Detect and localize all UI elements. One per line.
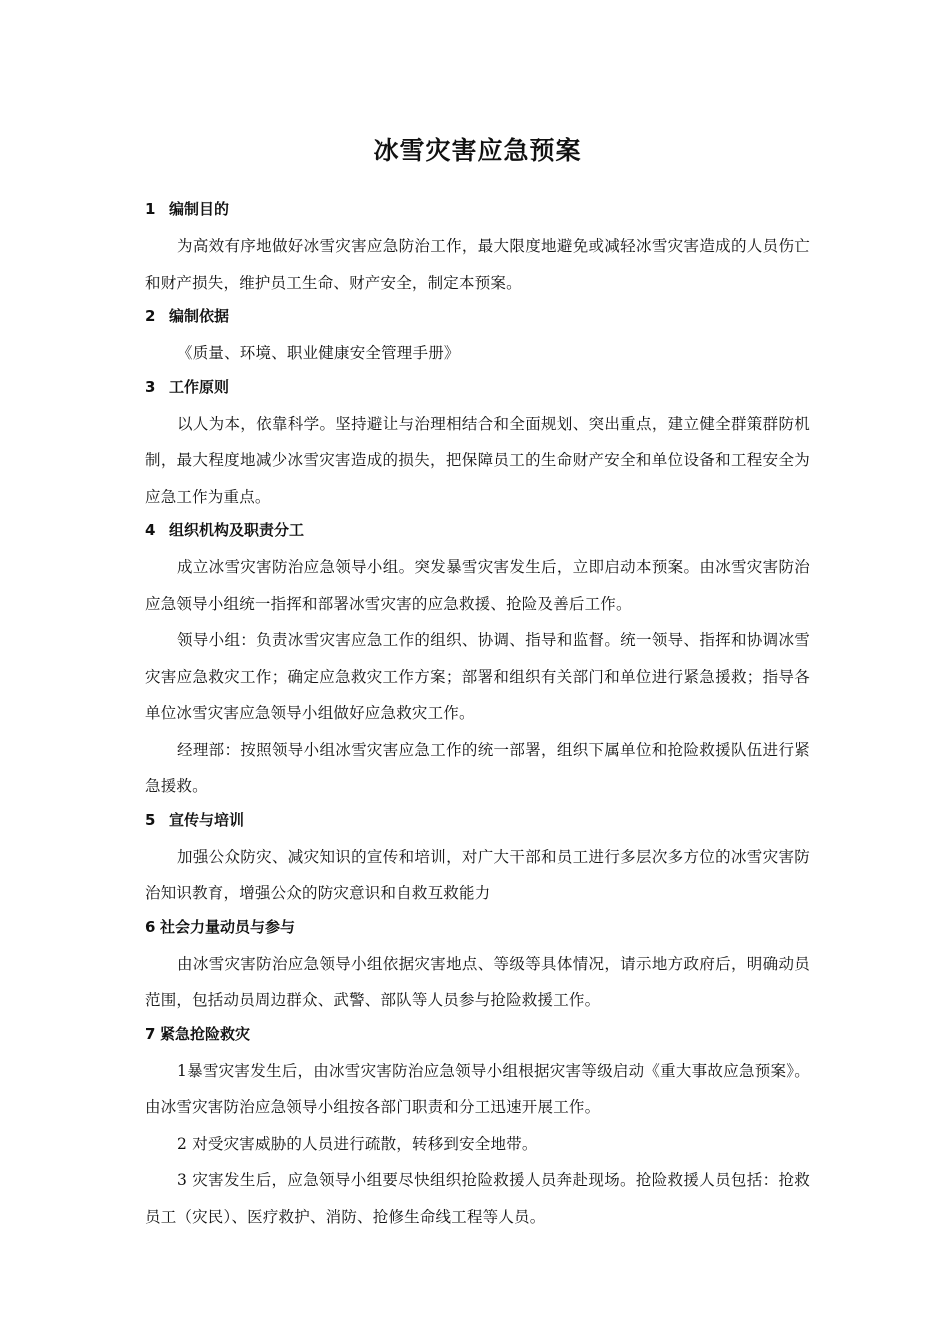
section-title: 紧急抢险救灾 — [160, 1024, 251, 1043]
section-3 — [145, 376, 810, 516]
section-1 — [145, 198, 810, 301]
section-number: 3 — [145, 377, 156, 396]
section-number: 7 — [145, 1024, 156, 1043]
section-number: 1 — [145, 200, 156, 218]
paragraph: 经理部：按照领导小组冰雪灾害应急工作的统一部署，组织下属单位和抢险救援队伍进行紧急援救。 — [145, 740, 810, 795]
document-page — [145, 134, 810, 1237]
paragraph: 成立冰雪灾害防治应急领导小组。突发暴雪灾害发生后，立即启动本预案。由冰雪灾害防治应急领导小组统一指挥和部署冰雪灾害的应急救援、抢险及善后工作。 — [145, 558, 810, 613]
paragraph: 由冰雪灾害防治应急领导小组依据灾害地点、等级等具体情况，请示地方政府后，明确动员范围，包括动员周边群众、武警、部队等人员参与抢险救援工作。 — [145, 954, 810, 1009]
paragraph: 《质量、环境、职业健康安全管理手册》 — [177, 344, 460, 362]
paragraph: 加强公众防灾、减灾知识的宣传和培训，对广大干部和员工进行多层次多方位的冰雪灾害防治知识教育，增强公众的防灾意识和自救互救能力 — [145, 847, 810, 902]
paragraph: 领导小组：负责冰雪灾害应急工作的组织、协调、指导和监督。统一领导、指挥和协调冰雪灾害应急救灾工作；确定应急救灾工作方案；部署和组织有关部门和单位进行紧急援救；指导各单位冰雪灾害应急领导小组做好应急救灾工作。 — [145, 631, 810, 722]
section-number: 5 — [145, 810, 156, 829]
section-number: 2 — [145, 307, 156, 325]
section-title: 社会力量动员与参与 — [160, 917, 296, 936]
document-title: 冰雪灾害应急预案 — [373, 136, 582, 165]
section-heading — [145, 1023, 810, 1045]
section-5 — [145, 809, 810, 912]
paragraph: 2 对受灾害威胁的人员进行疏散，转移到安全地带。 — [177, 1134, 538, 1153]
section-4 — [145, 519, 810, 805]
section-2 — [145, 305, 810, 372]
paragraph: 3 灾害发生后，应急领导小组要尽快组织抢险救援人员奔赴现场。抢险救援人员包括：抢救员工（灾民）、医疗救护、消防、抢修生命线工程等人员。 — [145, 1171, 810, 1226]
section-number: 4 — [145, 521, 156, 539]
paragraph: 1暴雪灾害发生后，由冰雪灾害防治应急领导小组根据灾害等级启动《重大事故应急预案》。由冰雪灾害防治应急领导小组按各部门职责和分工迅速开展工作。 — [145, 1061, 810, 1116]
section-title: 编制依据 — [169, 307, 230, 325]
section-heading — [145, 305, 810, 327]
section-number: 6 — [145, 917, 156, 936]
paragraph: 以人为本，依靠科学。坚持避让与治理相结合和全面规划、突出重点，建立健全群策群防机制，最大程度地减少冰雪灾害造成的损失，把保障员工的生命财产安全和单位设备和工程安全为应急工作为重点。 — [145, 414, 810, 506]
section-title: 组织机构及职责分工 — [169, 521, 305, 539]
section-6 — [145, 916, 810, 1019]
section-heading — [145, 916, 810, 938]
section-heading — [145, 198, 810, 220]
section-title: 工作原则 — [169, 377, 230, 396]
section-title: 编制目的 — [169, 200, 230, 218]
section-title: 宣传与培训 — [169, 810, 245, 829]
section-heading — [145, 809, 810, 831]
section-heading — [145, 519, 810, 541]
paragraph: 为高效有序地做好冰雪灾害应急防治工作，最大限度地避免或减轻冰雪灾害造成的人员伤亡和财产损失，维护员工生命、财产安全，制定本预案。 — [145, 237, 810, 292]
section-7 — [145, 1023, 810, 1236]
section-heading — [145, 376, 810, 398]
